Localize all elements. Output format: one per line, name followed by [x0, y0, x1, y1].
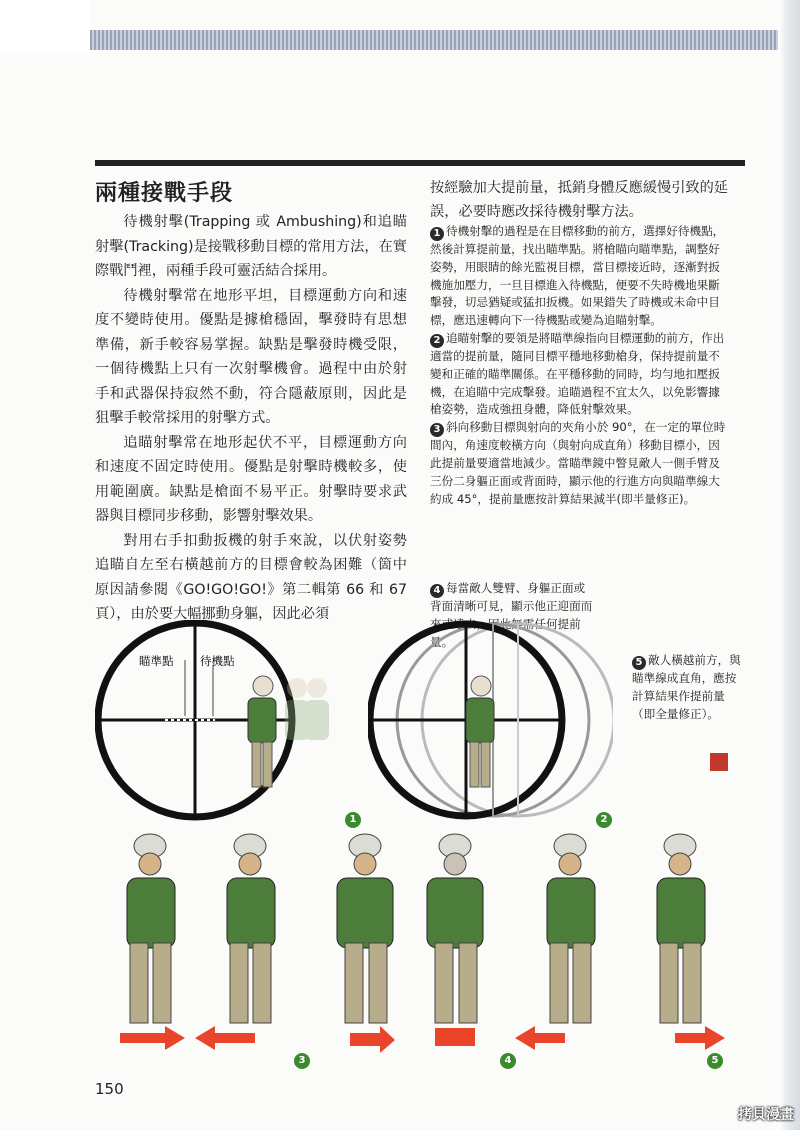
soldier-figure-right-45: [657, 834, 705, 1023]
soldier-figure-left-facing: [227, 834, 275, 1023]
note-text: 斜向移動目標與射向的夾角小於 90°，在一定的單位時間內，角速度較橫方向（與射向成直角）移動目標小，因此提前量要適當地減少。當瞄準鏡中瞥見敵人一側手臂及三份二身軀正面或背面時，顯示他的行進方向與瞄準線大約成 45°，提前量應按計算結果減半(即半量修正)。: [430, 420, 726, 506]
right-column-intro: [430, 176, 750, 224]
arrow-left-45: [515, 1026, 565, 1050]
arrow-right-45: [675, 1026, 725, 1050]
note-item: [430, 419, 730, 508]
arrow-right: [120, 1026, 185, 1050]
figure-number-2: 2: [596, 807, 612, 828]
section-end-mark: [710, 753, 728, 771]
header-stripe: [90, 30, 800, 50]
note-number: 5: [632, 656, 646, 670]
figure-number-3: 3: [294, 1048, 310, 1069]
page-edge-shadow: [778, 0, 800, 1130]
figure-number-4: 4: [500, 1048, 516, 1069]
scope-diagram-trapping: [95, 620, 355, 825]
note-text: 敵人橫越前方，與瞄準線成直角，應按計算結果作提前量（即全量修正）。: [632, 653, 741, 721]
watermark: 拷貝漫畫: [738, 1107, 794, 1123]
soldier-figure-front-facing: [337, 834, 393, 1023]
note-item: [430, 223, 730, 330]
paragraph: 待機射擊常在地形平坦，目標運動方向和速度不變時使用。優點是據槍穩固，擊發時有思想準備，新手較容易掌握。缺點是擊發時機受限，一個待機點上只有一次射擊機會。過程中由於射手和武器保持寂然不動，符合隱蔽原則，因此是狙擊手較常採用的射擊方式。: [95, 287, 407, 426]
note-number: 4: [430, 584, 444, 598]
note-text: 待機射擊的過程是在目標移動的前方，選擇好待機點，然後計算提前量，找出瞄準點。將槍瞄向瞄準點，調整好姿勢，用眼睛的餘光監視目標，當目標接近時，逐漸對扳機施加壓力，一旦目標進入待機點，便要不失時機地果斷擊發，切忌猶疑或猛扣扳機。如果錯失了時機或未命中目標，應迅速轉向下一待機點或變為追瞄射擊。: [430, 224, 725, 328]
note-text: 每當敵人雙臂、身軀正面或背面清晰可見，顯示他正迎面而來或遠去，因此無需任何提前量。: [430, 581, 593, 649]
arrow-left: [195, 1026, 255, 1050]
soldier-figure: [248, 676, 276, 787]
arrow-away: [435, 1028, 475, 1046]
notes-list-cont2: [632, 652, 742, 723]
section-rule: [95, 160, 745, 166]
soldier-figure: [466, 676, 494, 787]
paragraph: 待機射擊(Trapping 或 Ambushing)和追瞄射擊(Tracking)是接戰移動目標的常用方法，在實際戰鬥裡，兩種手段可靈活結合採用。: [95, 214, 407, 279]
paragraph: 對用右手扣動扳機的射手來說，以伏射姿勢追瞄自左至右橫越前方的目標會較為困難（箇中原因請參閱《GO!GO!GO!》第二輯第 66 和 67 頁），由於要大幅挪動身軀，因此必須: [95, 532, 407, 622]
motion-ghosts: [285, 678, 329, 740]
arrow-down: [350, 1026, 395, 1053]
figure-number-5: 5: [707, 1048, 723, 1069]
note-number: 2: [430, 334, 444, 348]
aim-point-label: 瞄準點: [139, 654, 174, 668]
note-item: [632, 652, 742, 723]
scope-diagram-tracking: [368, 620, 613, 825]
soldier-figure-back-facing: [427, 834, 483, 1023]
note-item: [430, 330, 730, 419]
note-number: 3: [430, 423, 444, 437]
soldier-figure-right-facing: [127, 834, 175, 1023]
section-title: 兩種接戰手段: [95, 181, 234, 206]
wait-point-label: 待機點: [200, 654, 235, 668]
soldier-orientation-row: [95, 828, 745, 1068]
note-number: 1: [430, 227, 444, 241]
soldier-figure-left-45: [547, 834, 595, 1023]
note-text: 追瞄射擊的要領是將瞄準線指向目標運動的前方，作出適當的提前量，隨同目標平穩地移動槍身，保持提前量不變和正確的瞄準關係。在平穩移動的同時，均勻地扣壓扳機，在追瞄中完成擊發。追瞄過程不宜太久，以免影響據槍姿勢，造成強扭身體，降低射擊效果。: [430, 330, 725, 417]
notes-list: [430, 223, 730, 508]
left-column: [95, 210, 407, 627]
paragraph: 按經驗加大提前量，抵銷身體反應緩慢引致的延誤，必要時應改採待機射擊方法。: [430, 180, 728, 220]
page-number: 150: [95, 1080, 124, 1098]
figure-number-1: 1: [345, 807, 361, 828]
paragraph: 追瞄射擊常在地形起伏不平，目標運動方向和速度不固定時使用。優點是射擊時機較多，使用範圍廣。缺點是槍面不易平正。射擊時要求武器與目標同步移動，影響射擊效果。: [95, 434, 407, 524]
page-corner: [0, 0, 90, 55]
